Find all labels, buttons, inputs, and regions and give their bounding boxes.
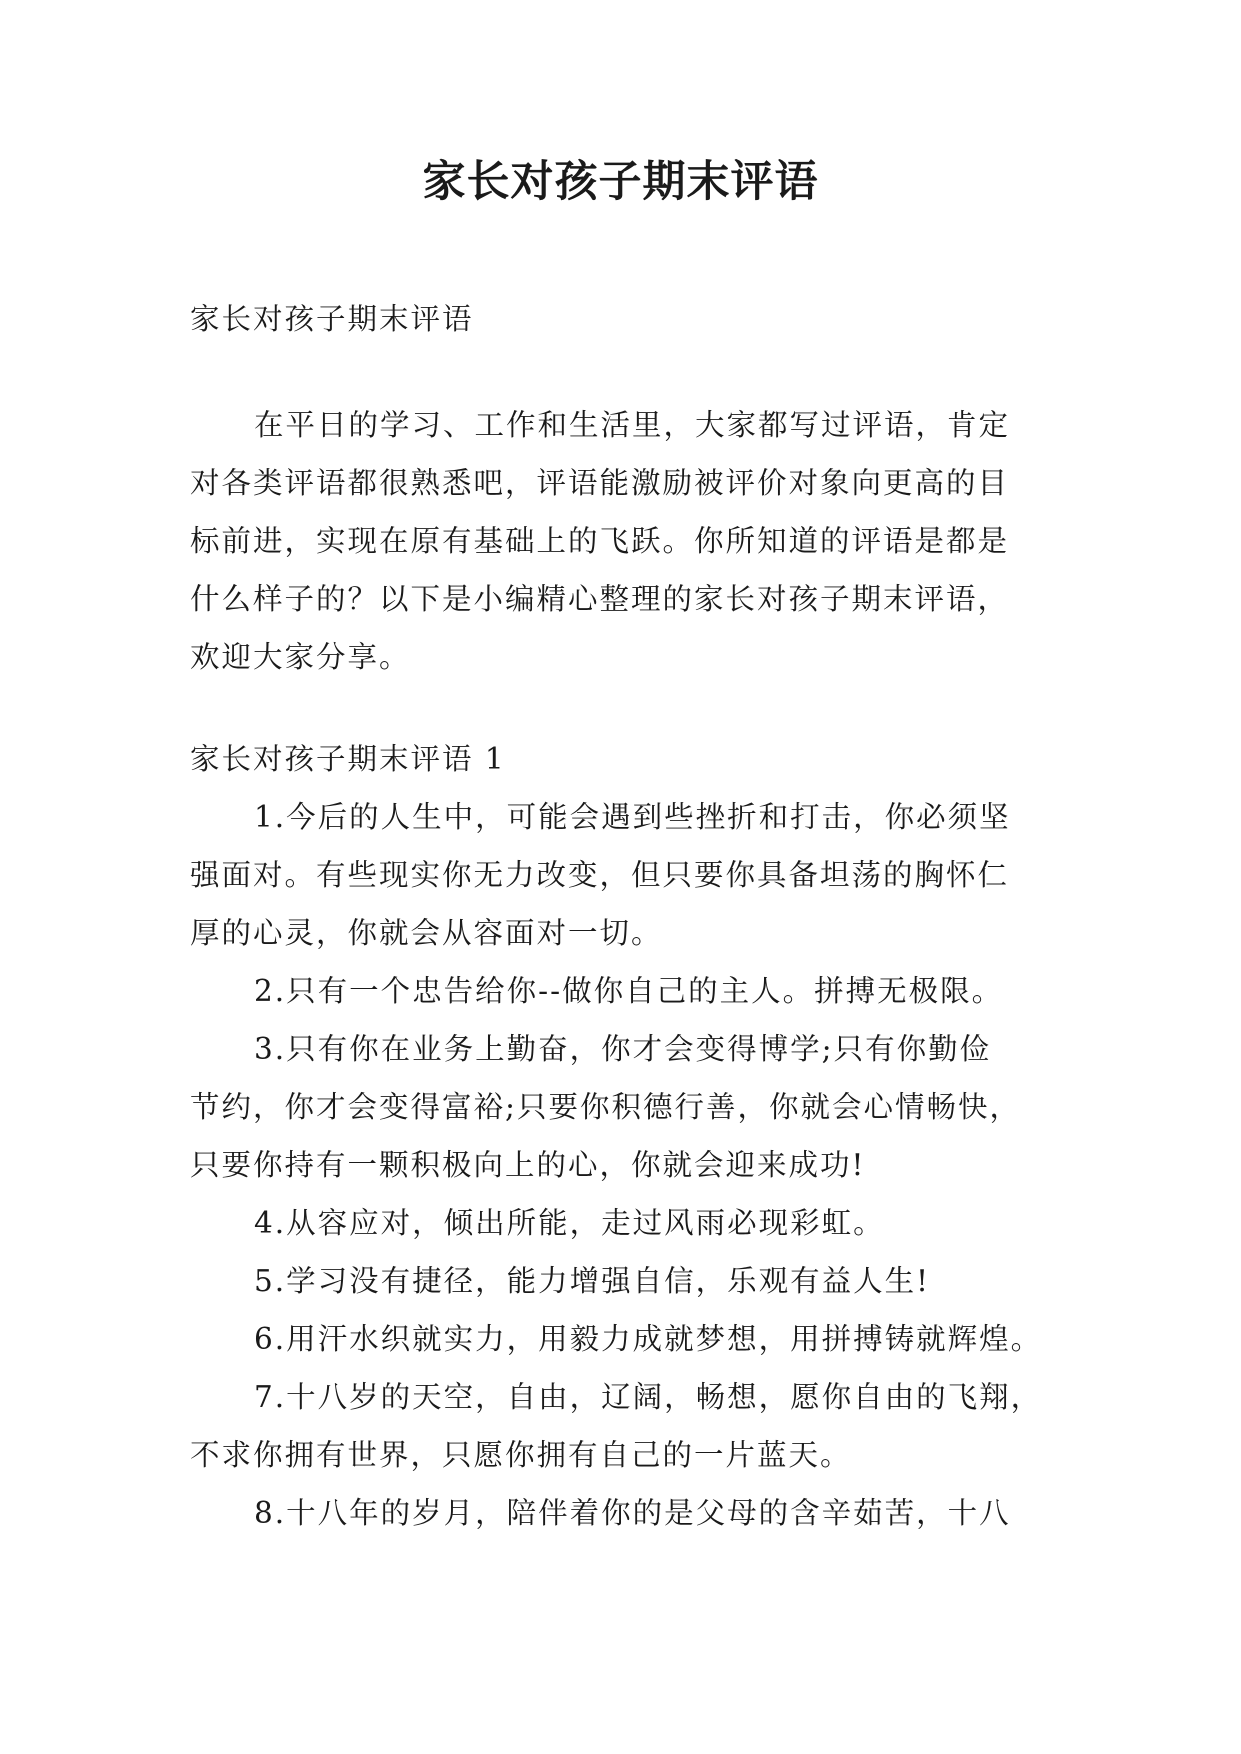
comment-line: 1.今后的人生中，可能会遇到些挫折和打击，你必须坚 [254,800,1011,834]
comment-line: 厚的心灵，你就会从容面对一切。 [190,916,663,950]
comment-line: 2.只有一个忠告给你--做你自己的主人。拼搏无极限。 [254,974,1004,1008]
intro-line: 什么样子的？以下是小编精心整理的家长对孩子期末评语， [190,582,1010,616]
comment-item-7 [190,1368,1050,1484]
comment-line: 不求你拥有世界，只愿你拥有自己的一片蓝天。 [190,1438,852,1472]
document-title: 家长对孩子期末评语 [422,157,819,207]
comment-item-8 [190,1484,1050,1542]
comment-line: 7.十八岁的天空，自由，辽阔，畅想，愿你自由的飞翔， [254,1380,1043,1414]
comment-line: 节约，你才会变得富裕;只要你积德行善，你就会心情畅快， [190,1090,1021,1124]
comment-line: 强面对。有些现实你无力改变，但只要你具备坦荡的胸怀仁 [190,858,1010,892]
comment-item-1 [190,788,1050,962]
comment-line: 6.用汗水织就实力，用毅力成就梦想，用拼搏铸就辉煌。 [254,1322,1043,1356]
comment-item-6 [190,1310,1050,1368]
document-subtitle: 家长对孩子期末评语 [190,302,474,336]
comment-line: 只要你持有一颗积极向上的心，你就会迎来成功! [190,1148,866,1182]
intro-line: 对各类评语都很熟悉吧，评语能激励被评价对象向更高的目 [190,466,1010,500]
section-heading: 家长对孩子期末评语 1 [190,742,506,776]
intro-paragraph [190,396,1050,686]
intro-line: 在平日的学习、工作和生活里，大家都写过评语，肯定 [254,408,1011,442]
comment-item-4 [190,1194,1050,1252]
comment-line: 8.十八年的岁月，陪伴着你的是父母的含辛茹苦，十八 [254,1496,1011,1530]
comment-line: 4.从容应对，倾出所能，走过风雨必现彩虹。 [254,1206,885,1240]
comment-item-2 [190,962,1050,1020]
comment-item-5 [190,1252,1050,1310]
intro-line: 欢迎大家分享。 [190,640,411,674]
comment-item-3 [190,1020,1050,1194]
comment-line: 5.学习没有捷径，能力增强自信，乐观有益人生! [254,1264,931,1298]
intro-line: 标前进，实现在原有基础上的飞跃。你所知道的评语是都是 [190,524,1010,558]
document-body [190,290,1050,1542]
comment-line: 3.只有你在业务上勤奋，你才会变得博学;只有你勤俭 [254,1032,992,1066]
